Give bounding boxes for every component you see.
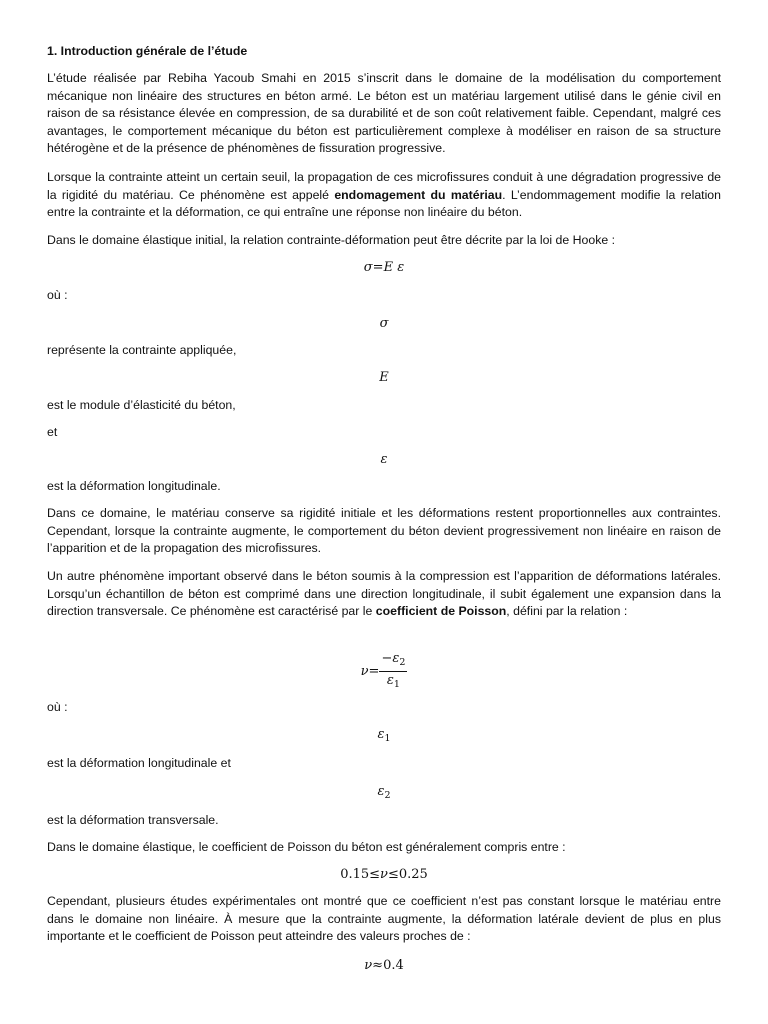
equation-poisson-approx: ν≈0.4 [364, 958, 404, 973]
conjunction-et: et [47, 425, 58, 439]
symbol-epsilon-2: $\varepsilon_2$ [377, 784, 391, 801]
paragraph-nonlinear-poisson: Cependant, plusieurs études expérimentales ont montré que ce coefficient n’est pas constant lorsque le matériau entre dans le domaine non linéaire. À mesure que la contrainte augmente, la déformation latérale devient de plus en plus importante et le coefficient de Poisson peut atteindre des valeurs proches de : [47, 894, 721, 944]
definition-epsilon: est la déformation longitudinale. [47, 479, 221, 493]
symbol-E: E [379, 370, 389, 385]
paragraph-poisson: Un autre phénomène important observé dans le béton soumis à la compression est l’apparition de déformations latérales. Lorsqu’un échantillon de béton est comprimé dans une direction longitudinale, il subit également une expansion dans la direction transversale. Ce phénomène est caractérisé par le coefficient de Poisson, défini par la relation : [47, 569, 721, 619]
poisson-fraction: $\frac{-\varepsilon_2}{\varepsilon_1}$ [381, 651, 406, 690]
symbol-epsilon-1: $\varepsilon_1$ [377, 727, 391, 744]
definition-epsilon-1: est la déformation longitudinale et [47, 756, 231, 770]
symbol-sigma: σ [379, 316, 389, 331]
equation-poisson-range: 0.15≤ν≤0.25 [340, 867, 428, 882]
paragraph-poisson-range: Dans le domaine élastique, le coefficient de Poisson du béton est généralement compris entre : [47, 840, 566, 854]
equation-hooke: σ=E ε [363, 260, 405, 275]
equation-poisson: ν= $\frac{-\varepsilon_2}{\varepsilon_1}$ [47, 650, 721, 693]
term-coefficient-poisson: coefficient de Poisson [375, 604, 507, 619]
definition-E: est le module d’élasticité du béton, [47, 398, 236, 412]
paragraph-elastic-domain: Dans ce domaine, le matériau conserve sa rigidité initiale et les déformations restent proportionnelles aux contraintes. Cependant, lorsque la contrainte augmente, le comportement du béton devient progressivement non linéaire en raison de l’apparition et de la propagation des microfissures. [47, 506, 721, 556]
definition-sigma: représente la contrainte appliquée, [47, 343, 237, 357]
where-label-1: où : [47, 288, 68, 302]
paragraph-hooke-intro: Dans le domaine élastique initial, la relation contrainte-déformation peut être décrite par la loi de Hooke : [47, 233, 616, 247]
symbol-epsilon: ε [380, 452, 388, 467]
term-endommagement: endomagement du matériau [334, 187, 503, 202]
definition-epsilon-2: est la déformation transversale. [47, 813, 219, 827]
paragraph-damage: Lorsque la contrainte atteint un certain seuil, la propagation de ces microfissures conduit à une dégradation progressive de la rigidité du matériau. Ce phénomène est appelé endomagement du matériau. L’endommagement modifie la relation entre la contrainte et la déformation, ce qui entraîne une réponse non linéaire du béton. [47, 170, 721, 220]
section-heading: 1. Introduction générale de l’étude [47, 44, 248, 58]
paragraph-intro: L’étude réalisée par Rebiha Yacoub Smahi en 2015 s’inscrit dans le domaine de la modélisation du comportement mécanique non linéaire des structures en béton armé. Le béton est un matériau largement utilisé dans le génie civil en raison de sa résistance élevée en compression, de sa durabilité et de son coût relativement faible. Cependant, malgré ces avantages, le comportement mécanique du béton est particulièrement complexe à modéliser en raison de sa structure hétérogène et de la présence de phénomènes de fissuration progressive. [47, 71, 721, 156]
where-label-2: où : [47, 700, 68, 714]
